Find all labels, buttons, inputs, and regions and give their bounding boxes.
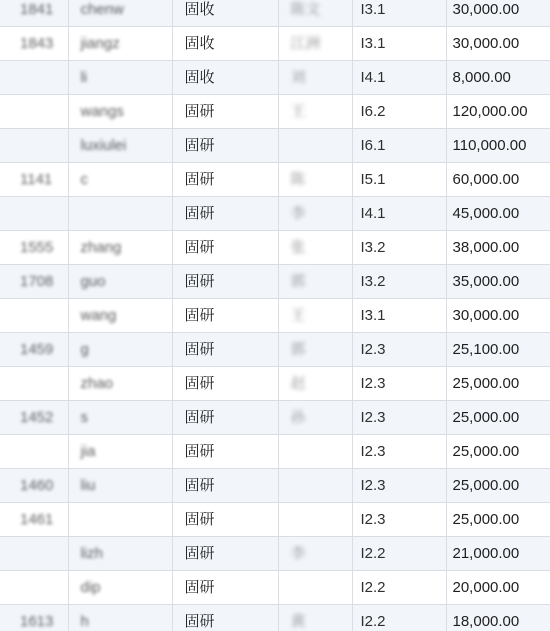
cell-level[interactable]: [352, 299, 446, 333]
cell-employee-id-text: 1708: [20, 273, 54, 291]
cell-username[interactable]: [68, 0, 172, 27]
cell-employee-id[interactable]: [0, 61, 68, 95]
cell-salary[interactable]: [446, 129, 550, 163]
cell-salary-text: 120,000.00: [452, 103, 528, 121]
cell-employee-id[interactable]: [0, 401, 68, 435]
table-row[interactable]: [0, 367, 550, 401]
cell-employee-id[interactable]: [0, 265, 68, 299]
cell-department[interactable]: [172, 503, 278, 537]
cell-department-text: 固研: [184, 170, 215, 189]
cell-username[interactable]: [68, 333, 172, 367]
table-row[interactable]: [0, 27, 550, 61]
cell-department[interactable]: [172, 27, 278, 61]
cell-employee-name-text: 江洲: [290, 34, 321, 53]
cell-level[interactable]: [352, 197, 446, 231]
cell-employee-id[interactable]: [0, 299, 68, 333]
cell-department[interactable]: [172, 163, 278, 197]
cell-department-text: 固研: [184, 272, 215, 291]
cell-level-text: I2.3: [360, 511, 386, 529]
cell-username[interactable]: [68, 231, 172, 265]
cell-employee-id[interactable]: [0, 0, 68, 27]
cell-salary-text: 25,000.00: [452, 409, 520, 427]
cell-employee-id-text: 1459: [20, 341, 54, 359]
cell-username-text: zhao: [80, 375, 114, 393]
cell-employee-name-text: 张: [290, 238, 306, 257]
cell-level-text: I2.2: [360, 545, 386, 563]
cell-employee-name[interactable]: [278, 299, 352, 333]
cell-employee-name-text: 王: [290, 102, 306, 121]
cell-employee-name[interactable]: [278, 333, 352, 367]
cell-salary[interactable]: [446, 571, 550, 605]
cell-salary-text: 30,000.00: [452, 307, 520, 325]
cell-employee-id[interactable]: [0, 197, 68, 231]
cell-salary[interactable]: [446, 163, 550, 197]
cell-level[interactable]: [352, 265, 446, 299]
cell-salary[interactable]: [446, 231, 550, 265]
cell-salary-text: 38,000.00: [452, 239, 520, 257]
cell-username-text: dip: [80, 579, 101, 597]
cell-department[interactable]: [172, 435, 278, 469]
cell-employee-id[interactable]: [0, 537, 68, 571]
cell-username-text: jiangz: [80, 35, 120, 53]
cell-level[interactable]: [352, 469, 446, 503]
cell-employee-name-text: 陈: [290, 170, 306, 189]
cell-salary[interactable]: [446, 503, 550, 537]
cell-salary[interactable]: [446, 197, 550, 231]
table-row[interactable]: [0, 605, 550, 631]
cell-username[interactable]: [68, 197, 172, 231]
cell-employee-name-text: 刘: [290, 68, 306, 87]
table-row[interactable]: [0, 0, 550, 27]
cell-level-text: I2.3: [360, 477, 386, 495]
cell-department-text: 固研: [184, 374, 215, 393]
cell-employee-name[interactable]: [278, 469, 352, 503]
table-row[interactable]: [0, 333, 550, 367]
cell-department-text: 固研: [184, 442, 215, 461]
cell-employee-name[interactable]: [278, 95, 352, 129]
cell-employee-name[interactable]: [278, 537, 352, 571]
cell-salary-text: 45,000.00: [452, 205, 520, 223]
cell-salary-text: 20,000.00: [452, 579, 520, 597]
table-row[interactable]: [0, 469, 550, 503]
cell-employee-name-text: 李: [290, 204, 306, 223]
cell-department-text: 固研: [184, 238, 215, 257]
cell-username[interactable]: [68, 435, 172, 469]
cell-username-text: luxiulei: [80, 137, 127, 155]
table-row[interactable]: [0, 61, 550, 95]
cell-department-text: 固研: [184, 578, 215, 597]
cell-level[interactable]: [352, 503, 446, 537]
cell-employee-id[interactable]: [0, 469, 68, 503]
cell-employee-name[interactable]: [278, 231, 352, 265]
cell-employee-id[interactable]: [0, 129, 68, 163]
cell-salary-text: 18,000.00: [452, 613, 520, 631]
cell-level-text: I2.3: [360, 375, 386, 393]
table-row[interactable]: [0, 401, 550, 435]
table-row[interactable]: [0, 503, 550, 537]
cell-salary-text: 21,000.00: [452, 545, 520, 563]
cell-level[interactable]: [352, 27, 446, 61]
cell-level[interactable]: [352, 333, 446, 367]
cell-level-text: I6.2: [360, 103, 386, 121]
cell-username[interactable]: [68, 469, 172, 503]
cell-level-text: I3.1: [360, 307, 386, 325]
cell-employee-id[interactable]: [0, 231, 68, 265]
table-row[interactable]: [0, 129, 550, 163]
cell-username-text: lizh: [80, 545, 104, 563]
table-row[interactable]: [0, 435, 550, 469]
cell-employee-name-text: 孙: [290, 408, 306, 427]
cell-employee-id-text: 1460: [20, 477, 54, 495]
cell-salary[interactable]: [446, 61, 550, 95]
cell-username-text: wang: [80, 307, 117, 325]
cell-employee-id-text: 1841: [20, 1, 54, 19]
cell-employee-id-text: 1613: [20, 613, 54, 631]
cell-salary-text: 25,000.00: [452, 443, 520, 461]
cell-employee-name-text: 王: [290, 306, 306, 325]
cell-employee-id-text: 1555: [20, 239, 54, 257]
cell-salary-text: 35,000.00: [452, 273, 520, 291]
cell-department-text: 固研: [184, 510, 215, 529]
cell-employee-name-text: 陈文: [290, 0, 321, 19]
cell-level-text: I2.2: [360, 613, 386, 631]
cell-salary[interactable]: [446, 401, 550, 435]
cell-department[interactable]: [172, 265, 278, 299]
cell-employee-name[interactable]: [278, 0, 352, 27]
cell-level-text: I3.2: [360, 273, 386, 291]
cell-salary[interactable]: [446, 299, 550, 333]
cell-level-text: I2.3: [360, 409, 386, 427]
cell-salary[interactable]: [446, 27, 550, 61]
cell-department-text: 固研: [184, 408, 215, 427]
table-row[interactable]: [0, 95, 550, 129]
cell-salary-text: 25,000.00: [452, 375, 520, 393]
cell-employee-name[interactable]: [278, 605, 352, 631]
cell-level-text: I3.2: [360, 239, 386, 257]
cell-username-text: zhang: [80, 239, 122, 257]
cell-employee-name-text: 李: [290, 544, 306, 563]
cell-level[interactable]: [352, 537, 446, 571]
cell-salary[interactable]: [446, 367, 550, 401]
cell-employee-name[interactable]: [278, 401, 352, 435]
cell-username[interactable]: [68, 61, 172, 95]
cell-salary[interactable]: [446, 333, 550, 367]
cell-department[interactable]: [172, 571, 278, 605]
cell-level[interactable]: [352, 129, 446, 163]
cell-salary-text: 25,000.00: [452, 477, 520, 495]
cell-username-text: s: [80, 409, 88, 427]
table-row[interactable]: [0, 231, 550, 265]
table-row[interactable]: [0, 299, 550, 333]
cell-department-text: 固研: [184, 102, 215, 121]
cell-username[interactable]: [68, 129, 172, 163]
cell-username[interactable]: [68, 95, 172, 129]
cell-department-text: 固研: [184, 544, 215, 563]
cell-employee-id-text: 1141: [20, 171, 53, 189]
cell-employee-id-text: 1461: [20, 511, 54, 529]
cell-salary[interactable]: [446, 265, 550, 299]
cell-salary-text: 110,000.00: [452, 137, 527, 155]
cell-employee-name[interactable]: [278, 61, 352, 95]
cell-level-text: I4.1: [360, 205, 386, 223]
cell-employee-id-text: 1452: [20, 409, 54, 427]
table-row[interactable]: [0, 537, 550, 571]
cell-department-text: 固研: [184, 476, 215, 495]
cell-employee-name-text: 郭: [290, 340, 306, 359]
cell-department[interactable]: [172, 401, 278, 435]
cell-username[interactable]: [68, 537, 172, 571]
cell-salary[interactable]: [446, 469, 550, 503]
cell-employee-id[interactable]: [0, 367, 68, 401]
cell-employee-id[interactable]: [0, 333, 68, 367]
cell-employee-id[interactable]: [0, 503, 68, 537]
cell-employee-id[interactable]: [0, 435, 68, 469]
table-row[interactable]: [0, 571, 550, 605]
cell-username[interactable]: [68, 503, 172, 537]
cell-employee-name-text: 黄: [290, 612, 306, 631]
cell-employee-name-text: 郭: [290, 272, 306, 291]
cell-level[interactable]: [352, 163, 446, 197]
cell-username-text: wangs: [80, 103, 124, 121]
cell-level-text: I5.1: [360, 171, 386, 189]
cell-username-text: chenw: [80, 1, 124, 19]
cell-employee-id[interactable]: [0, 27, 68, 61]
cell-username[interactable]: [68, 163, 172, 197]
cell-username[interactable]: [68, 571, 172, 605]
cell-username[interactable]: [68, 367, 172, 401]
cell-level-text: I2.2: [360, 579, 386, 597]
cell-employee-name[interactable]: [278, 503, 352, 537]
cell-level-text: I2.3: [360, 443, 386, 461]
cell-department[interactable]: [172, 537, 278, 571]
cell-level[interactable]: [352, 435, 446, 469]
cell-department-text: 固研: [184, 306, 215, 325]
cell-employee-id[interactable]: [0, 163, 68, 197]
table-row[interactable]: [0, 163, 550, 197]
cell-salary[interactable]: [446, 435, 550, 469]
cell-salary[interactable]: [446, 605, 550, 631]
cell-username-text: jia: [80, 443, 96, 461]
cell-employee-id[interactable]: [0, 95, 68, 129]
cell-department-text: 固收: [184, 34, 215, 53]
cell-username-text: liu: [80, 477, 96, 495]
cell-employee-name-text: 赵: [290, 374, 306, 393]
cell-level[interactable]: [352, 571, 446, 605]
cell-level-text: I6.1: [360, 137, 386, 155]
cell-salary-text: 25,000.00: [452, 511, 520, 529]
cell-username-text: g: [80, 341, 89, 359]
cell-department-text: 固研: [184, 204, 215, 223]
cell-department[interactable]: [172, 333, 278, 367]
cell-employee-name[interactable]: [278, 129, 352, 163]
cell-department-text: 固研: [184, 340, 215, 359]
cell-level-text: I3.1: [360, 1, 386, 19]
cell-department[interactable]: [172, 0, 278, 27]
cell-department[interactable]: [172, 61, 278, 95]
cell-department[interactable]: [172, 129, 278, 163]
cell-department[interactable]: [172, 367, 278, 401]
cell-department-text: 固研: [184, 136, 215, 155]
cell-username-text: li: [80, 69, 88, 87]
cell-username-text: guo: [80, 273, 106, 291]
cell-department[interactable]: [172, 197, 278, 231]
cell-employee-id[interactable]: [0, 605, 68, 631]
cell-level[interactable]: [352, 95, 446, 129]
cell-salary-text: 8,000.00: [452, 69, 511, 87]
cell-salary-text: 60,000.00: [452, 171, 520, 189]
cell-employee-name[interactable]: [278, 197, 352, 231]
cell-level[interactable]: [352, 605, 446, 631]
cell-level-text: I3.1: [360, 35, 386, 53]
cell-username[interactable]: [68, 265, 172, 299]
cell-username[interactable]: [68, 27, 172, 61]
cell-salary-text: 25,100.00: [452, 341, 520, 359]
cell-employee-id[interactable]: [0, 571, 68, 605]
cell-employee-name[interactable]: [278, 435, 352, 469]
cell-salary-text: 30,000.00: [452, 35, 520, 53]
cell-username[interactable]: [68, 605, 172, 631]
cell-username[interactable]: [68, 299, 172, 333]
cell-level[interactable]: [352, 367, 446, 401]
cell-level[interactable]: [352, 61, 446, 95]
cell-username-text: h: [80, 613, 89, 631]
cell-salary[interactable]: [446, 95, 550, 129]
table-row[interactable]: [0, 265, 550, 299]
cell-salary-text: 30,000.00: [452, 1, 520, 19]
cell-department[interactable]: [172, 469, 278, 503]
cell-department-text: 固研: [184, 612, 215, 631]
cell-employee-name[interactable]: [278, 265, 352, 299]
cell-department[interactable]: [172, 605, 278, 631]
table-row[interactable]: [0, 197, 550, 231]
cell-username-text: c: [80, 171, 88, 189]
cell-department[interactable]: [172, 95, 278, 129]
cell-salary[interactable]: [446, 537, 550, 571]
cell-salary[interactable]: [446, 0, 550, 27]
cell-level[interactable]: [352, 0, 446, 27]
cell-employee-id-text: 1843: [20, 35, 54, 53]
cell-level-text: I4.1: [360, 69, 386, 87]
cell-employee-name[interactable]: [278, 163, 352, 197]
cell-department[interactable]: [172, 299, 278, 333]
cell-department[interactable]: [172, 231, 278, 265]
cell-employee-name[interactable]: [278, 571, 352, 605]
cell-department-text: 固收: [184, 0, 215, 19]
cell-username[interactable]: [68, 401, 172, 435]
cell-employee-name[interactable]: [278, 27, 352, 61]
cell-level[interactable]: [352, 401, 446, 435]
cell-department-text: 固收: [184, 68, 215, 87]
cell-employee-name[interactable]: [278, 367, 352, 401]
cell-level[interactable]: [352, 231, 446, 265]
cell-level-text: I2.3: [360, 341, 386, 359]
